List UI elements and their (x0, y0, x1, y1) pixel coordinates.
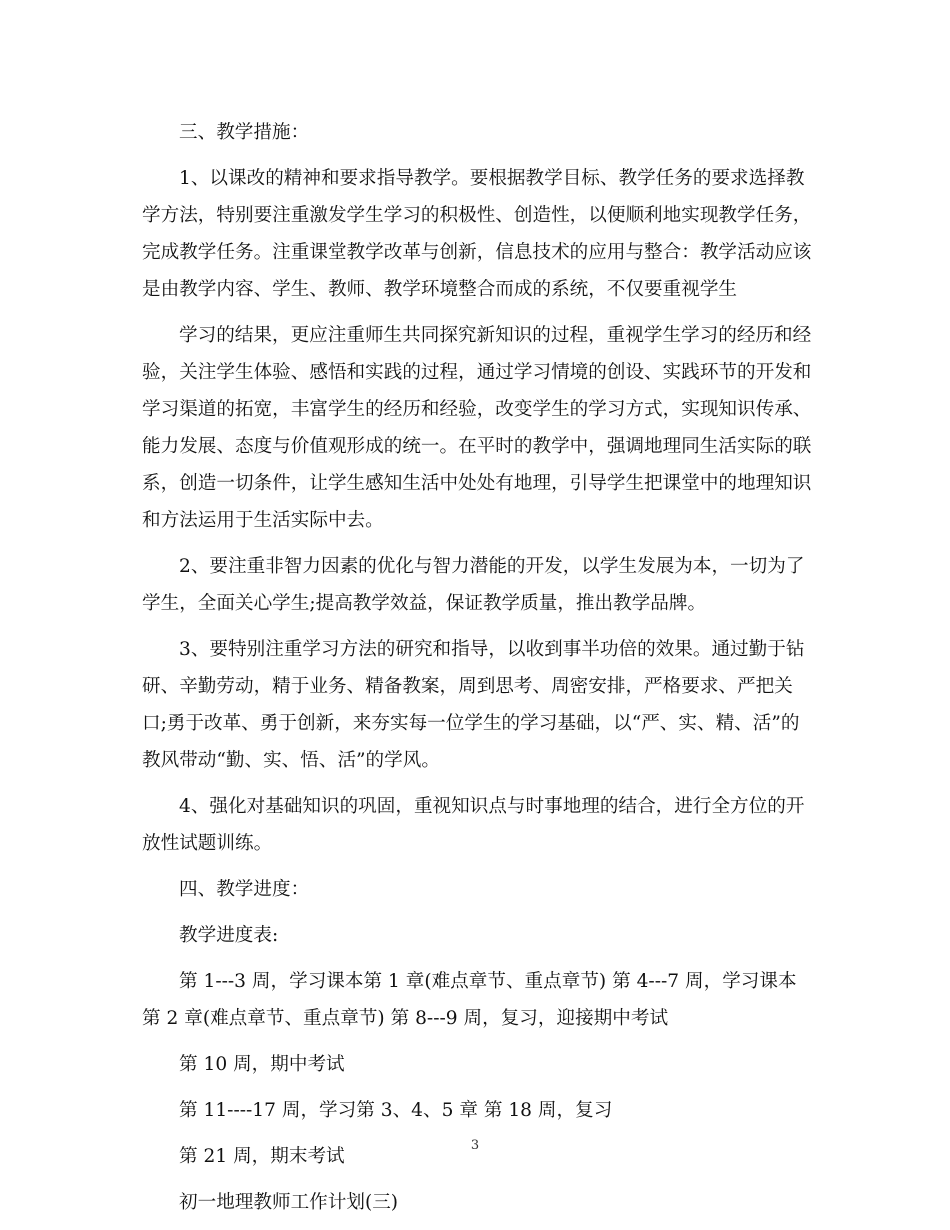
paragraph (142, 917, 808, 954)
document-body (142, 114, 812, 1230)
paragraph (142, 1184, 808, 1221)
text-line: 研、辛勤劳动，精于业务、精备教案，周到思考、周密安排，严格要求、严把关 (142, 676, 793, 697)
text-line: 4、强化对基础知识的巩固，重视知识点与时事地理的结合，进行全方位的开 (179, 796, 805, 817)
text-line: 3、要特别注重学习方法的研究和指导，以收到事半功倍的效果。通过勤于钻 (179, 639, 805, 660)
text-line: 2、要注重非智力因素的优化与智力潜能的开发，以学生发展为本，一切为了 (179, 556, 805, 577)
text-line: 第 1---3 周，学习课本第 1 章(难点章节、重点章节) 第 4---7 周，学习课本 (179, 971, 797, 992)
page-number: 3 (470, 1138, 480, 1153)
text-line: 第 11----17 周，学习第 3、4、5 章 第 18 周，复习 (179, 1100, 613, 1121)
text-line: 学习渠道的拓宽，丰富学生的经历和经验，改变学生的学习方式，实现知识传承、 (142, 399, 812, 420)
text-line: 第 10 周，期中考试 (179, 1054, 345, 1075)
paragraph (142, 963, 808, 1037)
text-line: 口;勇于改革、勇于创新，来夯实每一位学生的学习基础，以“严、实、精、活”的 (142, 713, 800, 734)
paragraph (142, 1046, 808, 1083)
paragraph (142, 114, 808, 151)
paragraph (142, 788, 808, 862)
text-line: 放性试题训练。 (142, 833, 273, 854)
text-line: 学方法，特别要注重激发学生学习的积极性、创造性，以便顺利地实现教学任务， (142, 205, 812, 226)
text-line: 初一地理教师工作计划(三) (179, 1192, 399, 1213)
paragraph (142, 1092, 808, 1129)
paragraph (142, 631, 808, 779)
text-line: 系，创造一切条件，让学生感知生活中处处有地理，引导学生把课堂中的地理知识 (142, 473, 812, 494)
text-line: 第 2 章(难点章节、重点章节) 第 8---9 周，复习，迎接期中考试 (142, 1008, 669, 1029)
text-line: 学习的结果，更应注重师生共同探究新知识的过程，重视学生学习的经历和经 (179, 325, 812, 346)
text-line: 学生，全面关心学生;提高教学效益，保证教学质量，推出教学品牌。 (142, 593, 707, 614)
paragraph (142, 317, 812, 539)
paragraph (142, 160, 812, 308)
text-line: 第 21 周，期末考试 (179, 1146, 345, 1167)
text-line: 三、教学措施： (179, 122, 310, 143)
paragraph (142, 548, 808, 622)
text-line: 验，关注学生体验、感悟和实践的过程，通过学习情境的创设、实践环节的开发和 (142, 362, 812, 383)
text-line: 是由教学内容、学生、教师、教学环境整合而成的系统，不仅要重视学生 (142, 279, 738, 300)
text-line: 1、以课改的精神和要求指导教学。要根据教学目标、教学任务的要求选择教 (179, 168, 805, 189)
text-line: 能力发展、态度与价值观形成的统一。在平时的教学中，强调地理同生活实际的联 (142, 436, 812, 457)
paragraph (142, 871, 808, 908)
text-line: 教学进度表: (179, 925, 279, 946)
text-line: 完成教学任务。注重课堂教学改革与创新，信息技术的应用与整合：教学活动应该 (142, 242, 812, 263)
text-line: 教风带动“勤、实、悟、活”的学风。 (142, 750, 440, 771)
text-line: 和方法运用于生活实际中去。 (142, 510, 384, 531)
text-line: 四、教学进度： (179, 879, 310, 900)
